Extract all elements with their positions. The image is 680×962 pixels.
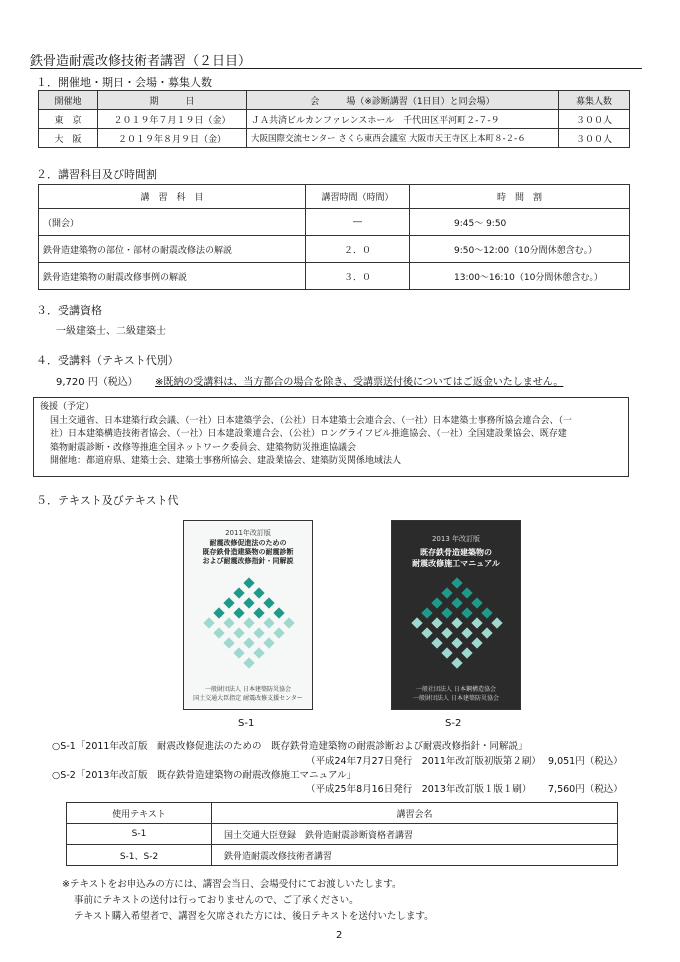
course-header-name: 講習会名 <box>212 803 618 824</box>
schedule-table <box>38 184 630 290</box>
schedule-subject: 鉄骨造建築物の部位・部材の耐震改修法の解説 <box>39 236 306 263</box>
sponsor-line: 築物耐震診断・改修等推進全国ネットワーク委員会、建築物防災推進協議会 <box>50 442 357 453</box>
venue-city: 大 阪 <box>39 129 98 148</box>
section-3-heading: ３．受講資格 <box>36 304 102 317</box>
course-name: 国土交通大臣登録 鉄骨造耐震診断資格者講習 <box>212 824 618 845</box>
diamond-pattern-icon <box>397 573 517 673</box>
book1-title-line: および耐震改修指針・同解説 <box>202 557 294 565</box>
book1-title-line: 既存鉄骨造建築物の耐震診断 <box>202 548 294 556</box>
title-rule <box>30 68 642 69</box>
venue-header-date: 期 日 <box>98 91 247 110</box>
schedule-hours: ３．０ <box>306 263 410 290</box>
book2-title-line: 既存鉄骨造建築物の <box>420 548 492 557</box>
table-row <box>39 236 630 263</box>
book-label-s2: S-2 <box>445 718 462 729</box>
schedule-subject: （開会） <box>39 209 306 236</box>
sponsor-line: 社）日本建築構造技術者協会、（一社）日本建設業連合会、（公社）ロングライフビル推進協会、（一社）全国建設業協会、既存建 <box>50 429 567 439</box>
schedule-time: 9:50～12:00（10分間休憩含む。） <box>410 236 630 263</box>
book-cover-s1 <box>183 520 313 710</box>
table-row <box>39 263 630 290</box>
venue-header-place: 会 場（※診断講習（1日目）と同会場） <box>247 91 559 110</box>
book2-edition: 2013 年改訂版 <box>431 535 481 543</box>
book1-edition: 2011年改訂版 <box>225 529 271 537</box>
sponsor-box <box>33 397 629 477</box>
schedule-time: 9:45～ 9:50 <box>410 209 630 236</box>
sponsor-line: 開催地：都道府県、建築士会、建築士事務所協会、建設業協会、建築防災関係地域法人 <box>50 456 402 466</box>
book1-publisher: 一般財団法人 日本建築防災協会 <box>205 686 291 693</box>
section-2-heading: ２．講習科目及び時間割 <box>36 168 157 181</box>
refund-note: ※既納の受講料は、当方都合の場合を除き、受講票送付後についてはご返金いたしません。 <box>155 377 564 388</box>
course-name: 鉄骨造耐震改修技術者講習 <box>212 845 618 866</box>
venue-table <box>38 90 630 148</box>
venue-place: 大阪国際交流センター さくら東西会議室 大阪市天王寺区上本町８-２-６ <box>247 129 559 148</box>
venue-header-area: 開催地 <box>39 91 98 110</box>
venue-date: ２０１９年８月９日（金） <box>98 129 247 148</box>
table-row <box>67 824 618 845</box>
page-number: 2 <box>336 930 343 941</box>
course-text: S-1 <box>67 824 212 845</box>
text-item-s1: ○S-1「2011年改訂版 耐震改修促進法のための 既存鉄骨造建築物の耐震診断および耐震改修指針・同解説」 <box>52 741 528 752</box>
section-4-heading: ４．受講料（テキスト代別） <box>36 354 179 367</box>
schedule-time: 13:00～16:10（10分間休憩含む。） <box>410 263 630 290</box>
book2-title-line: 耐震改修施工マニュアル <box>412 559 500 568</box>
table-row <box>67 845 618 866</box>
page-title: 鉄骨造耐震改修技術者講習（２日目） <box>30 54 252 69</box>
text-item-s2-edition: （平成25年8月16日発行 2013年改訂版１版１刷） <box>306 784 532 795</box>
venue-city: 東 京 <box>39 110 98 129</box>
table-row <box>39 110 630 129</box>
book-label-s1: S-1 <box>238 718 255 729</box>
qualification-text: 一級建築士、二級建築士 <box>56 326 166 337</box>
venue-capacity: ３００人 <box>559 110 630 129</box>
venue-header-capacity: 募集人数 <box>559 91 630 110</box>
schedule-hours: ２．０ <box>306 236 410 263</box>
sponsor-line: 国土交通省、日本建築行政会議、（一社）日本建築学会、（公社）日本建築士会連合会、（一社）日本建築士事務所協会連合会、（一 <box>50 415 573 426</box>
book1-publisher: 国土交通大臣指定 耐震改修支援センター <box>193 695 303 702</box>
venue-capacity: ３００人 <box>559 129 630 148</box>
sponsor-label: 後援（予定） <box>40 402 95 412</box>
schedule-hours: ― <box>306 209 410 236</box>
table-row <box>39 209 630 236</box>
book2-publisher: 一般財団法人 日本建築防災協会 <box>413 695 499 702</box>
delivery-note: ※テキストをお申込みの方には、講習会当日、会場受付にてお渡しいたします。 <box>62 879 402 890</box>
table-row <box>39 129 630 148</box>
text-item-s1-edition: （平成24年7月27日発行 2011年改訂版初版第２刷） <box>306 756 541 767</box>
course-header-text: 使用テキスト <box>67 803 212 824</box>
text-item-s2-price: 7,560円（税込） <box>548 784 623 795</box>
delivery-note: 事前にテキストの送付は行っておりませんので、ご了承ください。 <box>74 895 359 906</box>
venue-date: ２０１９年７月１９日（金） <box>98 110 247 129</box>
book1-title-line: 耐震改修促進法のための <box>209 539 287 547</box>
schedule-header-subject: 講 習 科 目 <box>39 185 306 209</box>
delivery-note: テキスト購入希望者で、講習を欠席された方には、後日テキストを送付いたします。 <box>74 911 434 922</box>
section-1-heading: １．開催地・期日・会場・募集人数 <box>36 76 212 89</box>
book-cover-s2 <box>391 520 521 710</box>
schedule-subject: 鉄骨造建築物の耐震改修事例の解説 <box>39 263 306 290</box>
text-course-table <box>66 802 618 866</box>
course-text: S-1、S-2 <box>67 845 212 866</box>
text-item-s1-price: 9,051円（税込） <box>548 756 623 767</box>
book2-publisher: 一般社団法人 日本鋼構造協会 <box>416 686 496 693</box>
schedule-header-hours: 講習時間（時間） <box>306 185 410 209</box>
venue-place: ＪＡ共済ビルカンファレンスホール 千代田区平河町２-７-９ <box>247 110 559 129</box>
fee-amount: 9,720 円（税込） <box>56 377 138 388</box>
section-5-heading: ５．テキスト及びテキスト代 <box>36 494 179 507</box>
diamond-pattern-icon <box>189 573 309 673</box>
schedule-header-time: 時 間 割 <box>410 185 630 209</box>
text-item-s2: ○S-2「2013年改訂版 既存鉄骨造建築物の耐震改修施工マニュアル」 <box>52 770 357 781</box>
